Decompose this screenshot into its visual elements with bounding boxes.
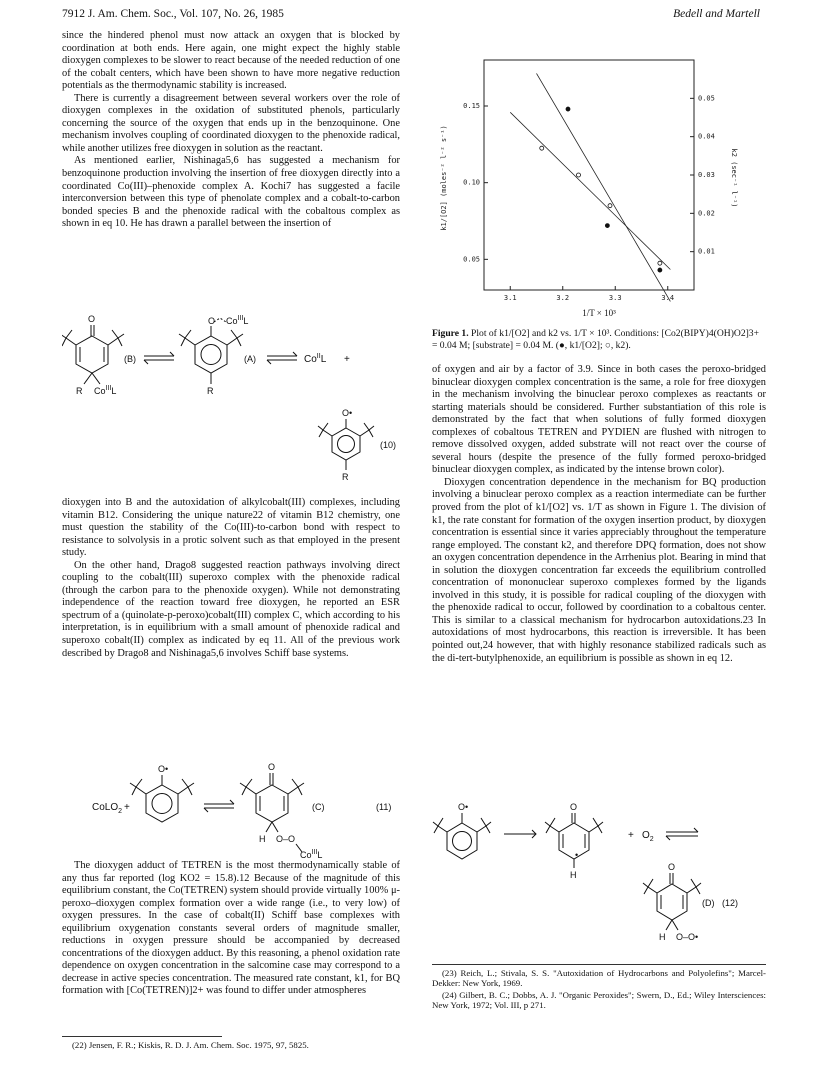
atom-label: $Co^{III}L$ bbox=[94, 385, 117, 396]
x-tick-label: 3.2 bbox=[556, 294, 570, 302]
y-right-tick-label: 0.03 bbox=[698, 171, 715, 179]
data-point-k2 bbox=[577, 173, 581, 177]
footnote-23: (23) Reich, L.; Stivala, S. S. "Autoxidation of Hydrocarbons and Polyolefins"; Marcel-Dekker: New York, 1969. bbox=[432, 968, 766, 989]
cobalt-superoxo: CoLO$_2$ bbox=[92, 802, 123, 815]
atom-label: O–O• bbox=[676, 932, 699, 942]
atom-label: O bbox=[88, 314, 96, 324]
figure-1-caption bbox=[432, 328, 766, 351]
atom-label: O bbox=[668, 862, 676, 872]
footnote-rule bbox=[432, 964, 766, 965]
right-column-text bbox=[432, 364, 766, 665]
atom-label: O• bbox=[342, 408, 353, 418]
running-header-authors: Bedell and Martell bbox=[673, 8, 760, 20]
left-column-middle bbox=[62, 497, 400, 660]
atom-label: O• bbox=[458, 802, 469, 812]
data-point-k1/[O2] bbox=[566, 107, 570, 111]
y-right-tick-label: 0.02 bbox=[698, 209, 715, 218]
radical-dot: • bbox=[575, 850, 579, 860]
atom-label: R bbox=[342, 472, 349, 482]
x-axis-label: 1/T × 10³ bbox=[582, 308, 616, 318]
data-point-k2 bbox=[540, 146, 544, 150]
data-point-k1/[O2] bbox=[605, 224, 609, 228]
y-left-tick-label: 0.10 bbox=[463, 178, 480, 187]
y-left-tick-label: 0.15 bbox=[463, 102, 480, 110]
y-axis-right-label: k2 (sec⁻¹ l⁻¹) bbox=[730, 148, 738, 208]
cobaltous-complex: $Co^{II}L$ bbox=[304, 353, 327, 365]
figure-1-chart bbox=[432, 38, 766, 306]
fit-line-k2 bbox=[510, 112, 670, 269]
data-point-k1/[O2] bbox=[658, 268, 662, 272]
paragraph: As mentioned earlier, Nishinaga5,6 has suggested a mechanism for benzoquinone production involving the insertion of free dioxygen directly into a coordinated Co(III)–phenoxide complex A. Kochi7 has suggested a facile interconversion between this type of phenolate complex and a cobalt-to-carbon bonded species B and the phenoxide radical with the cobaltous complex as shown in eq 10. He has drawn a parallel between the insertion of bbox=[62, 155, 400, 230]
atom-label: O bbox=[268, 762, 276, 772]
atom-label: O–O bbox=[276, 834, 296, 844]
y-right-tick-label: 0.05 bbox=[698, 94, 715, 103]
equation-number: (11) bbox=[376, 802, 392, 812]
fit-line-k1/[O2] bbox=[537, 73, 671, 301]
label-A: (A) bbox=[244, 354, 256, 364]
dioxygen: $O_2$ bbox=[642, 830, 654, 843]
y-left-tick-label: 0.05 bbox=[463, 255, 480, 264]
equation-number: (12) bbox=[722, 898, 739, 908]
atom-label: R bbox=[207, 386, 214, 396]
equation-10-scheme bbox=[62, 312, 400, 484]
atom-label: H bbox=[659, 932, 666, 942]
atom-label: H bbox=[259, 834, 266, 844]
plus-sign: + bbox=[628, 830, 634, 841]
atom-label: O bbox=[570, 802, 578, 812]
plus-sign: + bbox=[344, 354, 350, 365]
atom-label: $Co^{III}L$ bbox=[226, 315, 249, 326]
atom-label: O• bbox=[158, 764, 169, 774]
running-header-journal: 7912 J. Am. Chem. Soc., Vol. 107, No. 26, 1985 bbox=[62, 8, 284, 20]
x-tick-label: 3.4 bbox=[661, 294, 675, 302]
label-B: (B) bbox=[124, 354, 136, 364]
footnote-22: (22) Jensen, F. R.; Kiskis, R. D. J. Am. Chem. Soc. 1975, 97, 5825. bbox=[72, 1040, 309, 1050]
atom-label: $Co^{III}L$ bbox=[300, 849, 323, 860]
paragraph: The dioxygen adduct of TETREN is the most thermodynamically stable of any thus far reported (log KO2 = 15.8).12 Because of the magnitude of this equilibrium constant, the Co(TETREN) system should provide virtually 100% μ-peroxo–dioxygen complex formation over a wide range (i.e., to very low) of oxygen pressures. In the case of cobalt(II) Schiff base complexes with equilibrium oxygenation constants several orders of magnitude smaller, reductions in oxygen pressure should be accompanied by decreased concentrations of the dioxygen adduct. By this reasoning, a phenol oxidation rate dependence on oxygen concentration in the salcomine case may correspond to a decrease in active species concentration. The measured rate constant, k1, for BQ formation with [Co(TETREN)]2+ was found to differ under atmospheres bbox=[62, 860, 400, 997]
x-tick-label: 3.3 bbox=[608, 294, 622, 302]
equation-number: (10) bbox=[380, 440, 397, 450]
paragraph: Dioxygen concentration dependence in the mechanism for BQ production involving a binuclear peroxo complex as a reaction intermediate can be further proved from the plot of k1/[O2] vs. 1/T as shown in Figure 1. The division of k1, the rate constant for formation of the oxygen insertion product, by dioxygen concentration is essential since it varies appreciably throughout the temperature range employed. The constant k2, and therefore DPQ formation, does not show an oxygen concentration dependence in the Arrhenius plot. Bearing in mind that in solution the dioxygen concentration far exceeds the equilibrium controlled concentration of mononuclear superoxo complexes formed by the ligands involved in this study, it is possible for radical coupling of the dioxygen with the phenoxide radical to occur, followed by coordination to a cobaltous center. This is similar to a classical mechanism for hydrocarbon autoxidations.23 In autoxidations of most hydrocarbons, this reaction is irreversible. It has been pointed out,24 however, that with highly resonance stabilized radicals such as the di-tert-butylphenoxide, an equilibrium is possible as shown in eq 12. bbox=[432, 476, 766, 664]
left-column-top bbox=[62, 30, 400, 231]
atom-label: H bbox=[570, 870, 577, 880]
equation-12-scheme bbox=[432, 800, 766, 952]
paragraph: of oxygen and air by a factor of 3.9. Since in both cases the peroxo-bridged binuclear dioxygen complex concentration is the same, a role for free dioxygen in the mechanism involving the binuclear peroxo complexes as reactants or starting materials should be considered. Further substantiation of this role is demonstrated by the fact that when solutions of fully formed dioxygen complexes of cobaltous TETREN and PYDIEN are flushed with nitrogen to remove dissolved oxygen, added substrate will not react over the course of several hours (despite the presence of the fully formed peroxo-bridged binuclear dioxygen complex, as indicated by the intense brown color). bbox=[432, 364, 766, 476]
atom-label: O bbox=[208, 316, 216, 326]
paragraph: On the other hand, Drago8 suggested reaction pathways involving direct coupling to the cobalt(III) superoxo complex with the phenoxide radical (through the carbon para to the phenoxide oxygen). While not demonstrating independence of the reaction toward free dioxygen, he reported an ESR spectrum of a (quinolate-p-peroxo)cobalt(III) complex C, which according to his interpretation, is in equilibrium with a small amount of phenoxide radical and superoxo cobalt(II) complex as indicated by eq 11. All of the previous work described by Drago8 and Nishinaga5,6 involves Schiff base systems. bbox=[62, 559, 400, 659]
atom-label: R bbox=[76, 386, 83, 396]
data-point-k2 bbox=[658, 261, 662, 265]
paragraph: since the hindered phenol must now attack an oxygen that is blocked by coordination at both ends. Here again, one might expect the highly stable dioxygen complexes to be slower to react because of the needed reduction of one of the cobalt centers, which have been shown to have more negative reduction potentials as the thermodynamic stability is increased. bbox=[62, 30, 400, 92]
footnotes-right bbox=[432, 968, 766, 1012]
y-right-tick-label: 0.01 bbox=[698, 247, 715, 256]
footnote-rule bbox=[62, 1036, 222, 1037]
x-tick-label: 3.1 bbox=[503, 294, 517, 302]
left-column-bottom bbox=[62, 860, 400, 998]
label-C: (C) bbox=[312, 802, 325, 812]
caption-label: Figure 1. bbox=[432, 328, 469, 339]
plus-sign: + bbox=[124, 802, 130, 813]
caption-text: Plot of k1/[O2] and k2 vs. 1/T × 10³. Conditions: [Co2(BIPY)4(OH)O2]3+ = 0.04 M; [substrate] = 0.04 M. (●, k1/[O2]; ○, k2). bbox=[432, 328, 760, 351]
paragraph: There is currently a disagreement between several workers over the role of dioxygen complexes in the oxidation of substituted phenols, particularly concerning the source of the oxygen that ends up in the benzoquinone. One mechanism involves coupling of coordinated dioxygen to the phenoxide radical, while another utilizes free dioxygen in solution as the reactant. bbox=[62, 92, 400, 154]
equation-11-scheme bbox=[62, 760, 400, 860]
paragraph: dioxygen into B and the autoxidation of alkylcobalt(III) complexes, including vitamin B12. Considering the unique nature22 of vitamin B12 chemistry, one must question the stability of the Co(III)-to-carbon bond with respect to resistance to solvolysis in a protic solvent such as that employed in the present study. bbox=[62, 497, 400, 559]
y-right-tick-label: 0.04 bbox=[698, 132, 715, 141]
footnote-24: (24) Gilbert, B. C.; Dobbs, A. J. "Organic Peroxides"; Swern, D., Ed.; Wiley Intersciences: New York, 1972; Vol. III, p 271. bbox=[432, 989, 766, 1011]
y-axis-left-label: k1/[O2] (moles⁻² l⁻² s⁻¹) bbox=[440, 125, 448, 231]
data-point-k2 bbox=[608, 204, 612, 208]
label-D: (D) bbox=[702, 898, 715, 908]
